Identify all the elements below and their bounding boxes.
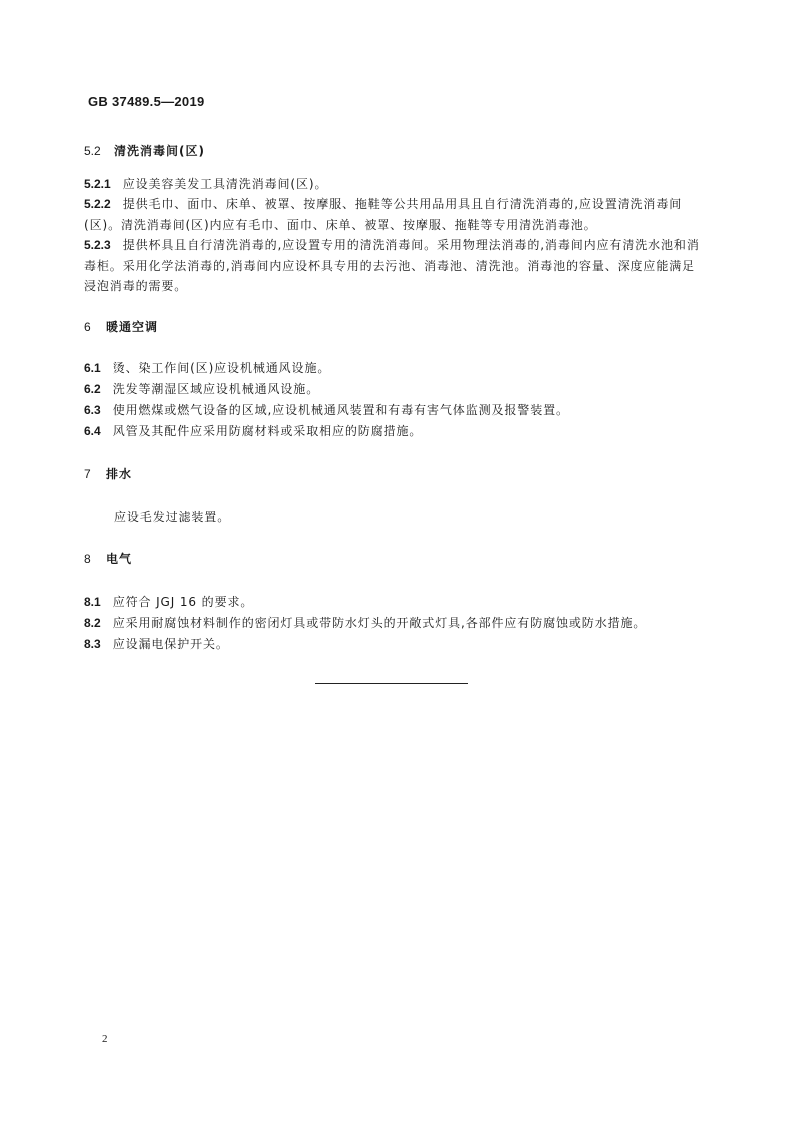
section-7-text: 应设毛发过滤装置。: [114, 510, 231, 524]
section-8-heading: [84, 549, 132, 569]
clause-number: 6.4: [84, 424, 101, 438]
section-title: 清洗消毒间(区): [114, 144, 205, 158]
section-title: 电气: [106, 552, 133, 566]
clause-text: 应采用耐腐蚀材料制作的密闭灯具或带防水灯头的开敞式灯具,各部件应有防腐蚀或防水措施。: [112, 616, 647, 630]
page-number: 2: [102, 1033, 108, 1045]
section-6-heading: [84, 317, 158, 337]
clause-text: 烫、染工作间(区)应设机械通风设施。: [112, 361, 331, 375]
clause-number: 5.2.3: [84, 238, 111, 252]
clause-number: 8.2: [84, 616, 101, 630]
clause-6-3: [84, 400, 704, 421]
clause-5-2-1: [84, 174, 704, 195]
section-number: 6: [84, 320, 91, 334]
clause-6-2: [84, 379, 704, 400]
section-5-2-heading: [84, 141, 205, 161]
clause-8-3: [84, 634, 704, 655]
clause-number: 6.3: [84, 403, 101, 417]
clause-text: 风管及其配件应采用防腐材料或采取相应的防腐措施。: [112, 424, 423, 438]
clause-text: 应符合 JGJ 16 的要求。: [112, 595, 254, 609]
section-7-heading: [84, 464, 132, 484]
clause-6-4: [84, 421, 704, 442]
clause-text: 提供毛巾、面巾、床单、被罩、按摩服、拖鞋等公共用品用具且自行清洗消毒的,应设置清洗消毒间(区)。清洗消毒间(区)内应有毛巾、面巾、床单、被罩、按摩服、拖鞋等专用清洗消毒池。: [84, 197, 683, 232]
clause-number: 6.2: [84, 382, 101, 396]
section-number: 5.2: [84, 144, 101, 158]
section-title: 暖通空调: [106, 320, 159, 334]
clause-8-2: [84, 613, 704, 634]
section-number: 8: [84, 552, 91, 566]
clause-6-1: [84, 358, 704, 379]
clause-8-1: [84, 592, 704, 613]
end-of-text-rule: [315, 683, 468, 684]
clause-text: 使用燃煤或燃气设备的区域,应设机械通风装置和有毒有害气体监测及报警装置。: [112, 403, 569, 417]
standard-id: GB 37489.5—2019: [88, 94, 205, 109]
clause-number: 8.3: [84, 637, 101, 651]
clause-text: 应设美容美发工具清洗消毒间(区)。: [122, 177, 328, 191]
clause-number: 5.2.2: [84, 197, 111, 211]
clause-text: 提供杯具且自行清洗消毒的,应设置专用的清洗消毒间。采用物理法消毒的,消毒间内应有清洗水池和消毒柜。采用化学法消毒的,消毒间内应设杯具专用的去污池、消毒池、清洗池。消毒池的容量、深度应能满足浸泡消毒的需要。: [84, 238, 700, 293]
clause-5-2-3: [84, 235, 704, 297]
clause-text: 洗发等潮湿区域应设机械通风设施。: [112, 382, 320, 396]
clause-number: 8.1: [84, 595, 101, 609]
clause-5-2-2: [84, 194, 704, 235]
section-number: 7: [84, 467, 91, 481]
clause-number: 5.2.1: [84, 177, 111, 191]
section-title: 排水: [106, 467, 133, 481]
clause-text: 应设漏电保护开关。: [112, 637, 229, 651]
clause-number: 6.1: [84, 361, 101, 375]
